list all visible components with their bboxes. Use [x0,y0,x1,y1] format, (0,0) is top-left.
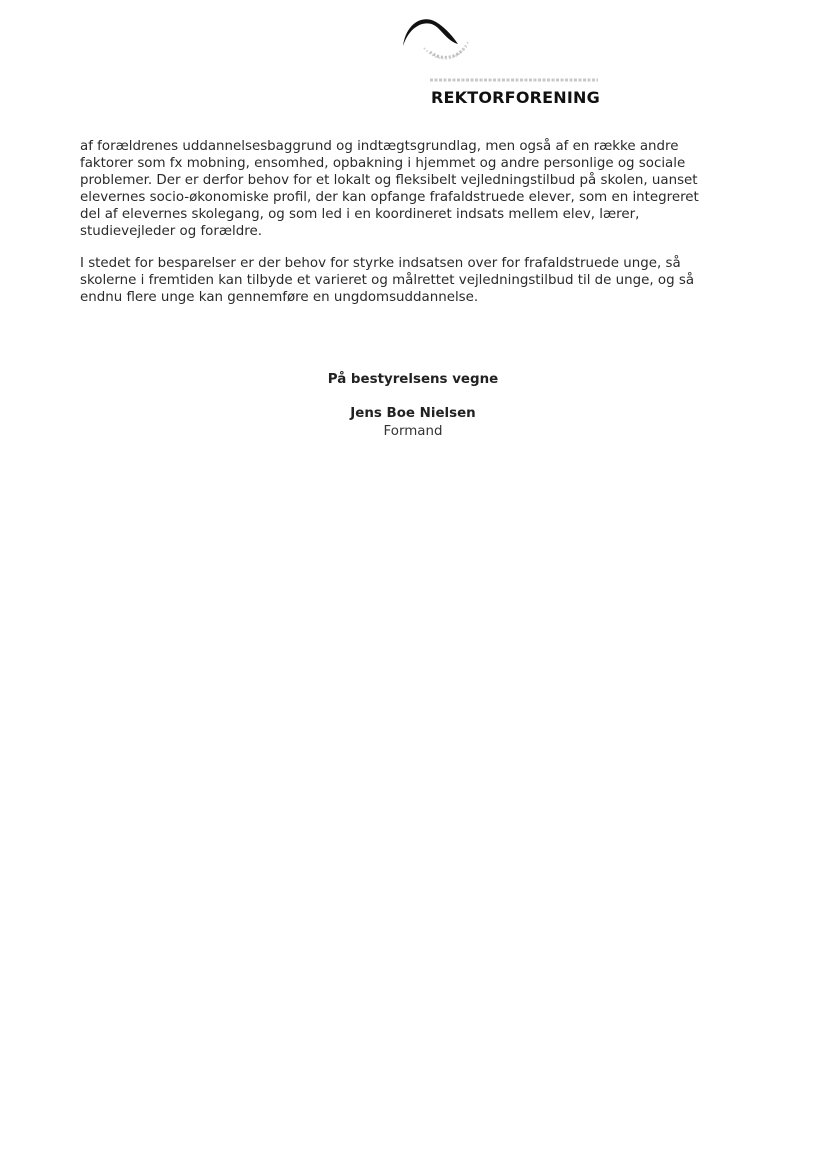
letter-paragraph-1 [80,138,740,240]
paragraph-line: del af elevernes skolegang, og som led i en koordineret indsats mellem elev, lærer, [80,207,640,222]
paragraph-line: endnu flere unge kan gennemføre en ungdomsuddannelse. [80,290,479,305]
paragraph-line: af forældrenes uddannelsesbaggrund og indtægtsgrundlag, men også af en række andre [80,139,679,154]
paragraph-line: elevernes socio-økonomiske profil, der kan opfange frafaldstruede elever, som en integreret [80,190,699,205]
paragraph-line: faktorer som fx mobning, ensomhed, opbakning i hjemmet og andre personlige og sociale [80,156,686,171]
signatory-name: Jens Boe Nielsen [350,406,476,421]
logo-subtitle-decoration [430,76,600,84]
signatory-title: Formand [383,424,443,439]
paragraph-line: studievejleder og forældre. [80,224,262,239]
wave-arc-logo-icon [400,16,472,68]
paragraph-line: problemer. Der er derfor behov for et lokalt og fleksibelt vejledningstilbud på skolen, uanset [80,173,698,188]
organization-name: REKTORFORENING [431,88,600,107]
signature-closing: På bestyrelsens vegne [327,372,499,387]
paragraph-line: skolerne i fremtiden kan tilbyde et varieret og målrettet vejledningstilbud til de unge, og så [80,273,695,288]
paragraph-line: I stedet for besparelser er der behov for styrke indsatsen over for frafaldstruede unge, så [80,256,681,271]
letter-paragraph-2 [80,255,740,306]
